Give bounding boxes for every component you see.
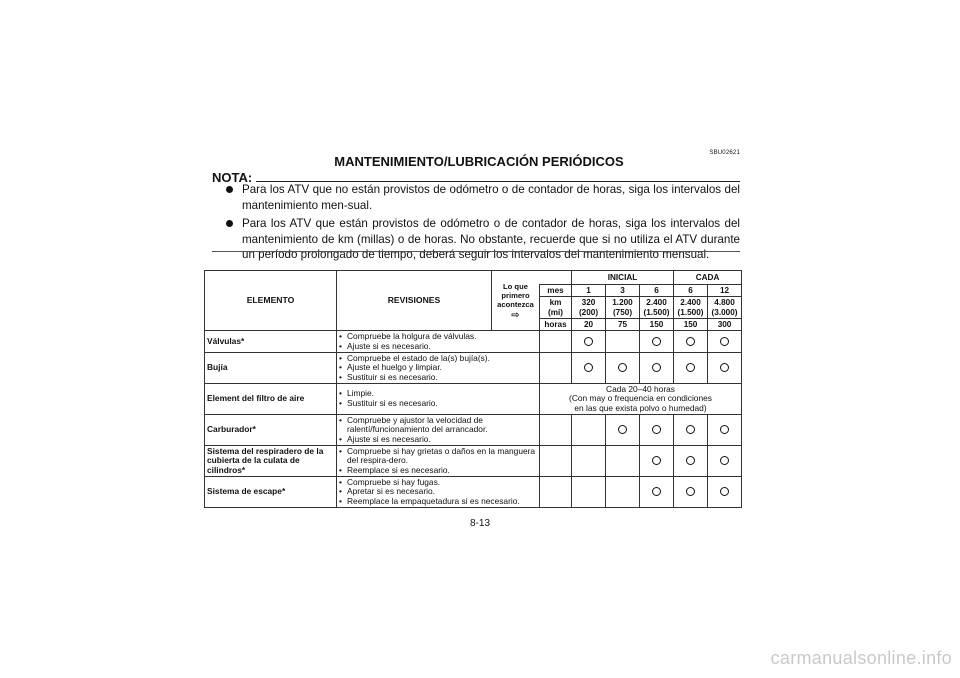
row-checks: • Compruebe el estado de la(s) bujía(s). • Ajuste el huelgo y limpiar. • Sustituir si es necesario.	[337, 353, 540, 384]
circle-outline-icon	[686, 337, 695, 346]
row-blank	[540, 446, 572, 477]
nota-item	[226, 182, 740, 213]
header-revisiones: REVISIONES	[337, 271, 492, 331]
row-element: Bujía	[205, 353, 337, 384]
mark-cell	[572, 446, 606, 477]
unit-mi: (mi)	[547, 307, 563, 317]
row-blank	[540, 415, 572, 446]
mark-cell	[606, 415, 640, 446]
interval-km: 2.400 (1.500)	[640, 297, 674, 319]
mark-cell	[708, 415, 742, 446]
header-blank	[540, 271, 572, 285]
nota-item-text: Para los ATV que están provistos de odómetro o de contador de horas, siga los intervalos del mantenimiento de km (millas) o de horas. No obstante, recuerde que si no utiliza el ATV durante un período prolongado de tiempo, deberá seguir los intervalos del mantenimiento mensual.	[242, 217, 740, 262]
unit-mes: mes	[540, 285, 572, 297]
row-element: Válvulas*	[205, 331, 337, 353]
mark-cell	[640, 446, 674, 477]
row-checks: • Compruebe la holgura de válvulas. • Ajuste si es necesario.	[337, 331, 540, 353]
circle-outline-icon	[686, 456, 695, 465]
unit-km: km	[549, 297, 562, 307]
circle-outline-icon	[686, 425, 695, 434]
table-row	[205, 331, 742, 353]
mark-cell	[674, 353, 708, 384]
circle-outline-icon	[720, 487, 729, 496]
mark-cell	[606, 353, 640, 384]
bullet-icon	[226, 186, 233, 193]
circle-outline-icon	[720, 425, 729, 434]
row-element: Sistema de escape*	[205, 477, 337, 508]
interval-km: 1.200 (750)	[606, 297, 640, 319]
mark-cell	[606, 477, 640, 508]
interval-km: 2.400 (1.500)	[674, 297, 708, 319]
circle-outline-icon	[652, 425, 661, 434]
mark-cell	[606, 446, 640, 477]
row-element: Carburador*	[205, 415, 337, 446]
interval-mes: 6	[674, 285, 708, 297]
header-elemento: ELEMENTO	[205, 271, 337, 331]
circle-outline-icon	[686, 487, 695, 496]
circle-outline-icon	[720, 456, 729, 465]
interval-horas: 20	[572, 319, 606, 331]
row-element: Sistema del respiradero de la cubierta de la culata de cilindros*	[205, 446, 337, 477]
nota-item-text: Para los ATV que no están provistos de odómetro o de contador de horas, siga los intervalos del mantenimiento men-sual.	[242, 183, 740, 212]
header-lo-que-primero	[492, 271, 540, 331]
mark-cell	[674, 331, 708, 353]
mark-cell	[572, 331, 606, 353]
interval-horas: 150	[674, 319, 708, 331]
mark-cell	[640, 415, 674, 446]
nota-list	[226, 182, 740, 266]
unit-km-mi	[540, 297, 572, 319]
maintenance-table	[204, 270, 742, 508]
circle-outline-icon	[618, 425, 627, 434]
interval-horas: 75	[606, 319, 640, 331]
circle-outline-icon	[686, 363, 695, 372]
nota-end-divider	[212, 251, 740, 252]
mark-cell	[572, 353, 606, 384]
row-checks: • Compruebe y ajustor la velocidad de ralentí/funcionamiento del arrancador. • Ajuste si es necesario.	[337, 415, 540, 446]
mark-cell	[708, 353, 742, 384]
circle-outline-icon	[652, 487, 661, 496]
circle-outline-icon	[652, 363, 661, 372]
lo-que-primero-text: Lo que primero acontezca	[497, 281, 534, 309]
circle-outline-icon	[584, 337, 593, 346]
mark-cell	[606, 331, 640, 353]
mark-cell	[674, 415, 708, 446]
row-blank	[540, 331, 572, 353]
mark-cell	[572, 477, 606, 508]
table-row	[205, 477, 742, 508]
mark-cell	[708, 446, 742, 477]
circle-outline-icon	[720, 363, 729, 372]
row-checks: • Limpie. • Sustituir si es necesario.	[337, 384, 540, 415]
mark-cell	[708, 477, 742, 508]
table-row	[205, 353, 742, 384]
interval-mes: 6	[640, 285, 674, 297]
interval-horas: 300	[708, 319, 742, 331]
mark-cell	[708, 331, 742, 353]
row-blank	[540, 477, 572, 508]
document-code: SBU02621	[709, 150, 740, 156]
circle-outline-icon	[618, 363, 627, 372]
interval-note: Cada 20–40 horas (Con may o frequencia en condiciones en las que exista polvo o humedad)	[540, 384, 742, 415]
circle-outline-icon	[720, 337, 729, 346]
table-row	[205, 415, 742, 446]
interval-km: 320 (200)	[572, 297, 606, 319]
mark-cell	[572, 415, 606, 446]
nota-item	[226, 216, 740, 263]
mark-cell	[640, 477, 674, 508]
row-blank	[540, 353, 572, 384]
mark-cell	[640, 353, 674, 384]
circle-outline-icon	[652, 456, 661, 465]
header-cada: CADA	[674, 271, 742, 285]
page-number: 8-13	[469, 518, 490, 529]
row-checks: • Compruebe si hay fugas. • Apretar si es necesario. • Reemplace la empaquetadura si es necesario.	[337, 477, 540, 508]
row-element: Element del filtro de aire	[205, 384, 337, 415]
page-title: MANTENIMIENTO/LUBRICACIÓN PERIÓDICOS	[334, 154, 624, 169]
circle-outline-icon	[652, 337, 661, 346]
table-row	[205, 384, 742, 415]
interval-mes: 1	[572, 285, 606, 297]
watermark: carmanualsonline.info	[770, 648, 952, 668]
mark-cell	[674, 477, 708, 508]
row-checks: • Compruebe si hay grietas o daños en la manguera del respira-dero. • Reemplace si es necesario.	[337, 446, 540, 477]
interval-horas: 150	[640, 319, 674, 331]
table-row	[205, 446, 742, 477]
interval-km: 4.800 (3.000)	[708, 297, 742, 319]
mark-cell	[640, 331, 674, 353]
interval-mes: 12	[708, 285, 742, 297]
mark-cell	[674, 446, 708, 477]
unit-horas: horas	[540, 319, 572, 331]
bullet-icon	[226, 220, 233, 227]
header-inicial: INICIAL	[572, 271, 674, 285]
interval-mes: 3	[606, 285, 640, 297]
arrow-right-outline-icon: ⇨	[511, 309, 520, 321]
nota-label: NOTA:	[212, 170, 253, 185]
circle-outline-icon	[584, 363, 593, 372]
